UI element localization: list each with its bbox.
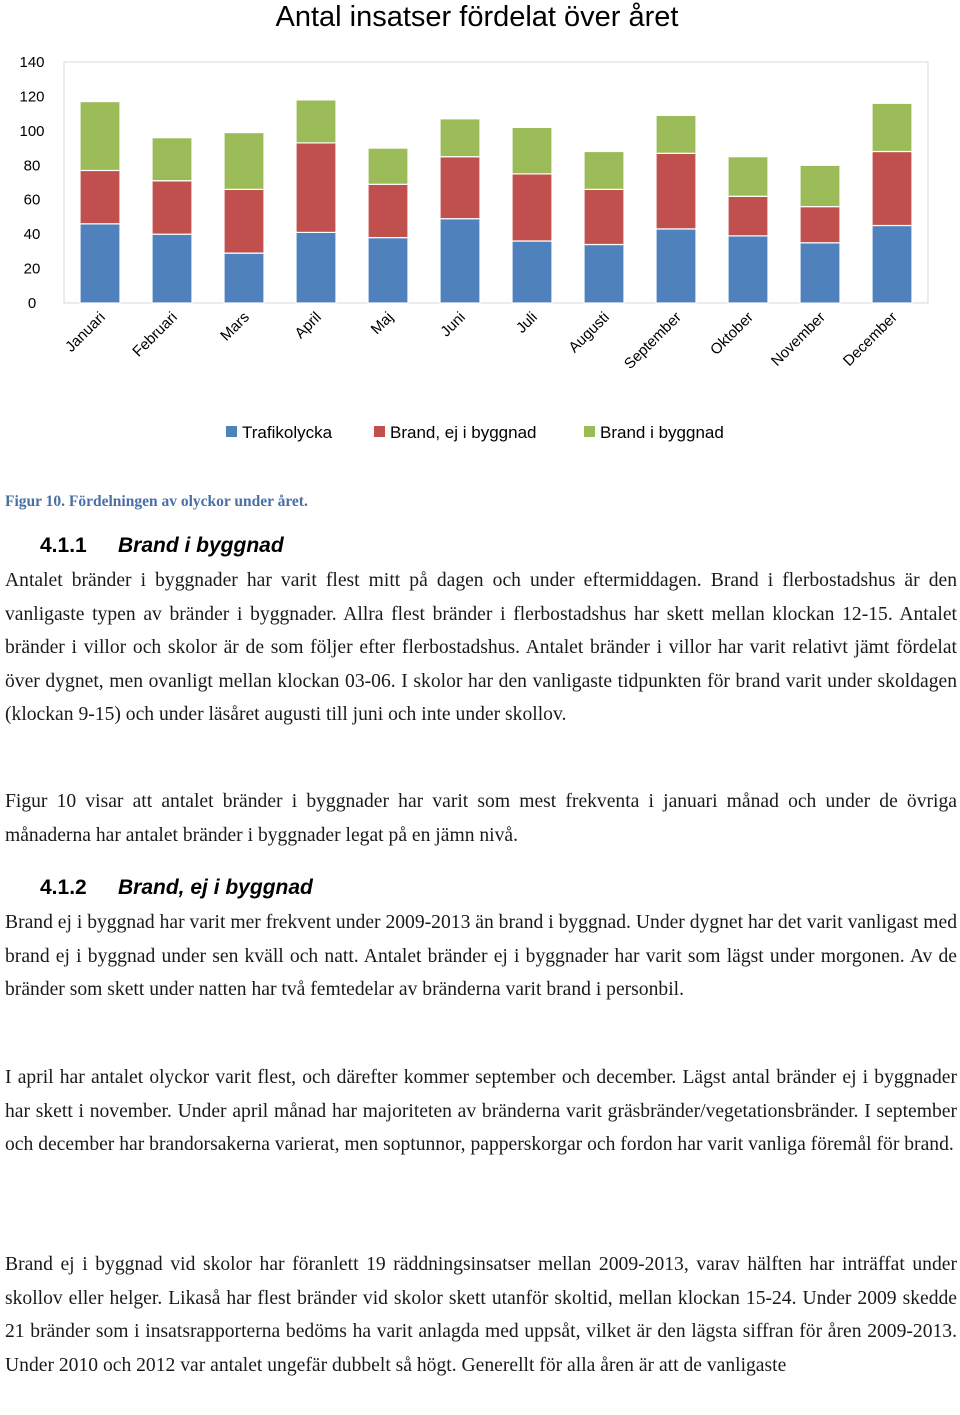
bar-segment bbox=[152, 234, 192, 303]
bar-segment bbox=[224, 253, 264, 303]
bar-segment bbox=[80, 102, 120, 171]
figure-caption: Figur 10. Fördelningen av olyckor under året. bbox=[5, 493, 308, 510]
y-axis bbox=[19, 54, 44, 312]
y-tick-label: 40 bbox=[23, 226, 41, 244]
section-heading-brand-i-byggnad bbox=[40, 534, 284, 558]
paragraph: Brand ej i byggnad har varit mer frekvent under 2009-2013 än brand i byggnad. Under dygnet har det varit vanligast med brand ej i byggnad under sen kväll och natt. Antalet bränder ej i byggnader har varit som lägst under morgonen. Av de bränder som skett under natten har två femtedelar av bränderna varit brand i personbil. bbox=[5, 912, 957, 1000]
legend-swatch bbox=[374, 426, 385, 437]
bar-segment bbox=[512, 127, 552, 173]
legend-label: Trafikolycka bbox=[242, 423, 333, 442]
bar-segment bbox=[584, 245, 624, 304]
bar-segment bbox=[440, 119, 480, 157]
chart-title: Antal insatser fördelat över året bbox=[275, 1, 679, 33]
bar-segment bbox=[368, 184, 408, 237]
legend-label: Brand i byggnad bbox=[600, 423, 724, 442]
bar-segment bbox=[224, 133, 264, 190]
bar-segment bbox=[584, 152, 624, 190]
bar-segment bbox=[512, 174, 552, 241]
bar-segment bbox=[440, 219, 480, 303]
bars-group bbox=[80, 100, 912, 303]
bar-segment bbox=[800, 243, 840, 303]
bar-segment bbox=[152, 138, 192, 181]
y-tick-label: 140 bbox=[19, 54, 45, 71]
x-tick-label: Juli bbox=[512, 308, 541, 337]
legend-swatch bbox=[584, 426, 595, 437]
section-title: Brand, ej i byggnad bbox=[118, 876, 313, 899]
bar-segment bbox=[872, 152, 912, 226]
bar-segment bbox=[152, 181, 192, 234]
bar-segment bbox=[296, 143, 336, 233]
x-tick-label: Mars bbox=[217, 308, 253, 345]
bar-segment bbox=[296, 100, 336, 143]
bar-segment bbox=[368, 148, 408, 184]
bar-segment bbox=[800, 165, 840, 206]
x-tick-label: April bbox=[291, 308, 325, 343]
section-title: Brand i byggnad bbox=[118, 534, 284, 557]
y-tick-label: 60 bbox=[23, 191, 41, 209]
paragraph: Figur 10 visar att antalet bränder i byggnader har varit som mest frekventa i januari månad och under de övriga månaderna har antalet bränder i byggnader legat på en jämn nivå. bbox=[5, 791, 957, 846]
paragraph: Antalet bränder i byggnader har varit flest mitt på dagen och under eftermiddagen. Brand i flerbostadshus är den vanligaste typen av bränder i byggnader. Allra flest bränder i flerbostadshus har skett mellan klockan 12-15. Antalet bränder i villor och skolor är de som följer efter flerbostadshus. Antalet bränder i villor har varit relativt jämt fördelat över dygnet, men ovanligt mellan klockan 03-06. I skolor har den vanligaste tidpunkten för brand varit under skoldagen (klockan 9-15) och under läsåret augusti till juni och inte under skollov. bbox=[5, 570, 957, 725]
bar-segment bbox=[224, 189, 264, 253]
bar-segment bbox=[512, 241, 552, 303]
paragraph: I april har antalet olyckor varit flest, och därefter kommer september och december. Lägst antal bränder ej i byggnader har skett i november. Under april månad har majoriteten av bränderna varit gräsbränder/vegetationsbränder. I september och december har brandorsakerna varierat, men soptunnor, papperskorgar och fordon har varit vanliga föremål för brand. bbox=[5, 1067, 957, 1155]
plot-area bbox=[64, 62, 928, 303]
y-tick-label: 0 bbox=[27, 295, 37, 312]
x-tick-label: Augusti bbox=[565, 308, 613, 357]
legend bbox=[226, 423, 724, 442]
bar-segment bbox=[728, 236, 768, 303]
x-tick-label: Maj bbox=[367, 308, 397, 338]
x-tick-label: November bbox=[767, 308, 829, 370]
x-tick-label: September bbox=[620, 308, 685, 373]
bar-segment bbox=[872, 226, 912, 304]
x-tick-label: Februari bbox=[129, 308, 181, 361]
bar-segment bbox=[728, 196, 768, 236]
bar-segment bbox=[80, 170, 120, 223]
legend-label: Brand, ej i byggnad bbox=[390, 423, 537, 442]
x-tick-label: December bbox=[839, 308, 901, 370]
stacked-bar-chart bbox=[0, 0, 960, 470]
bar-segment bbox=[440, 157, 480, 219]
y-tick-label: 20 bbox=[23, 260, 41, 278]
bar-segment bbox=[656, 153, 696, 229]
y-tick-label: 120 bbox=[19, 88, 45, 106]
bar-segment bbox=[872, 103, 912, 151]
legend-swatch bbox=[226, 426, 237, 437]
y-tick-label: 80 bbox=[23, 157, 41, 175]
x-axis bbox=[62, 309, 901, 373]
bar-segment bbox=[80, 224, 120, 303]
bar-segment bbox=[296, 232, 336, 303]
x-tick-label: Oktober bbox=[707, 308, 757, 359]
bar-segment bbox=[656, 115, 696, 153]
y-tick-label: 100 bbox=[19, 122, 45, 140]
x-tick-label: Juni bbox=[437, 308, 469, 341]
x-tick-label: Januari bbox=[62, 308, 109, 356]
bar-segment bbox=[584, 189, 624, 244]
bar-segment bbox=[800, 207, 840, 243]
bar-segment bbox=[368, 238, 408, 303]
bar-segment bbox=[728, 157, 768, 197]
section-heading-brand-ej-i-byggnad bbox=[40, 876, 313, 900]
section-number: 4.1.2 bbox=[40, 876, 87, 899]
paragraph: Brand ej i byggnad vid skolor har föranlett 19 räddningsinsatser mellan 2009-2013, varav hälften har inträffat under skollov eller helger. Likaså har flest bränder vid skolor skett utanför skoltid, mellan klockan 15-24. Under 2009 skedde 21 bränder som i insatsrapporterna bedöms ha varit anlagda med uppsåt, vilket är den lägsta siffran för åren 2009-2013. Under 2010 och 2012 var antalet ungefär dubbelt så högt. Generellt för alla åren är att de vanligaste bbox=[5, 1254, 957, 1376]
bar-segment bbox=[656, 229, 696, 303]
section-number: 4.1.1 bbox=[40, 534, 87, 557]
